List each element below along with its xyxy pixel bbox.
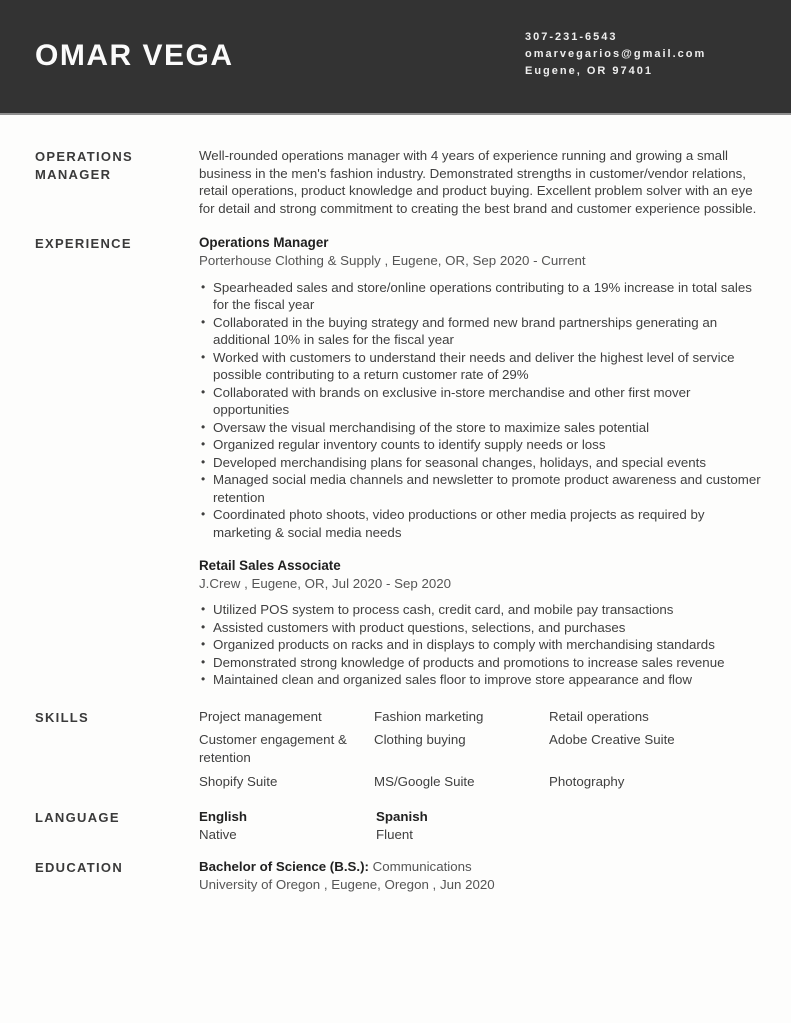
language-name: English [199, 809, 248, 825]
experience-section [0, 234, 791, 688]
skill-item: Retail operations [549, 708, 649, 724]
education-degree-line [199, 858, 762, 876]
skill-item: Adobe Creative Suite [549, 732, 675, 748]
skills-section-label: SKILLS [35, 709, 90, 725]
job-bullet: • Demonstrated strong knowledge of products and promotions to increase sales revenue [199, 654, 762, 672]
job-bullet: • Developed merchandising plans for seasonal changes, holidays, and special events [199, 454, 762, 472]
contact-block [525, 29, 706, 80]
candidate-name: OMAR VEGA [35, 39, 234, 72]
job-title: Retail Sales Associate [199, 558, 341, 574]
summary-section-label: OPERATIONS MANAGER [35, 149, 133, 182]
skills-section [0, 708, 791, 790]
skill-item: Project management [199, 708, 322, 724]
education-content [199, 858, 791, 894]
language-section-label: LANGUAGE [35, 810, 120, 826]
job-bullet: • Oversaw the visual merchandising of the store to maximize sales potential [199, 419, 762, 437]
language-level: Native [199, 826, 237, 842]
skill-item: MS/Google Suite [374, 773, 475, 789]
job-bullet-list [199, 601, 762, 689]
job-entry-operations-manager [199, 234, 762, 541]
skill-item: Shopify Suite [199, 773, 278, 789]
contact-phone: 307-231-6543 [525, 31, 618, 43]
job-bullet: • Coordinated photo shoots, video productions or other media projects as required by marketing & social media needs [199, 506, 762, 541]
language-name: Spanish [376, 809, 428, 825]
job-bullet: • Managed social media channels and newsletter to promote product awareness and customer retention [199, 471, 762, 506]
experience-section-label: EXPERIENCE [35, 236, 132, 252]
language-section [0, 808, 791, 843]
language-item-english [199, 808, 376, 843]
experience-content [199, 234, 791, 688]
skill-item: Fashion marketing [374, 708, 484, 724]
education-degree: Bachelor of Science (B.S.): [199, 859, 369, 875]
job-bullet: • Organized products on racks and in displays to comply with merchandising standards [199, 636, 762, 654]
job-bullet: • Collaborated with brands on exclusive in-store merchandise and other first mover opportunities [199, 384, 762, 419]
summary-section [0, 147, 791, 217]
education-section-label: EDUCATION [35, 860, 124, 876]
language-level: Fluent [376, 826, 413, 842]
contact-location: Eugene, OR 97401 [525, 65, 653, 77]
job-bullet: • Assisted customers with product questions, selections, and purchases [199, 619, 762, 637]
job-meta: Porterhouse Clothing & Supply , Eugene, OR, Sep 2020 - Current [199, 252, 586, 268]
resume-body [0, 115, 791, 894]
job-bullet: • Spearheaded sales and store/online operations contributing to a 19% increase in total sales for the fiscal year [199, 279, 762, 314]
education-section [0, 858, 791, 894]
job-bullet: • Organized regular inventory counts to identify supply needs or loss [199, 436, 762, 454]
job-bullet-list [199, 279, 762, 542]
job-meta: J.Crew , Eugene, OR, Jul 2020 - Sep 2020 [199, 575, 452, 591]
skill-item: Photography [549, 773, 625, 789]
job-entry-retail-sales-associate [199, 557, 762, 689]
language-item-spanish [376, 808, 762, 843]
skill-item: Clothing buying [374, 732, 466, 748]
resume-header [0, 0, 791, 113]
job-bullet: • Collaborated in the buying strategy and formed new brand partnerships generating an additional 10% in sales for the fiscal year [199, 314, 762, 349]
education-meta: University of Oregon , Eugene, Oregon , Jun 2020 [199, 876, 495, 892]
skills-grid [199, 708, 791, 790]
summary-text: Well-rounded operations manager with 4 years of experience running and growing a small business in the men's fashion industry. Demonstrated strengths in customer/vendor relations, retail operations, product knowledge and product buying. Excellent problem solver with an eye for detail and strong commitment to creating the best brand and customer experience possible. [199, 148, 757, 216]
job-bullet: • Maintained clean and organized sales floor to improve store appearance and flow [199, 671, 762, 689]
job-title: Operations Manager [199, 235, 329, 251]
contact-email: omarvegarios@gmail.com [525, 48, 707, 60]
job-bullet: • Worked with customers to understand their needs and deliver the highest level of service possible contributing to a return customer rate of 29% [199, 349, 762, 384]
education-major: Communications [372, 859, 472, 875]
skill-item: Customer engagement & retention [199, 732, 347, 765]
job-bullet: • Utilized POS system to process cash, credit card, and mobile pay transactions [199, 601, 762, 619]
language-grid [199, 808, 791, 843]
